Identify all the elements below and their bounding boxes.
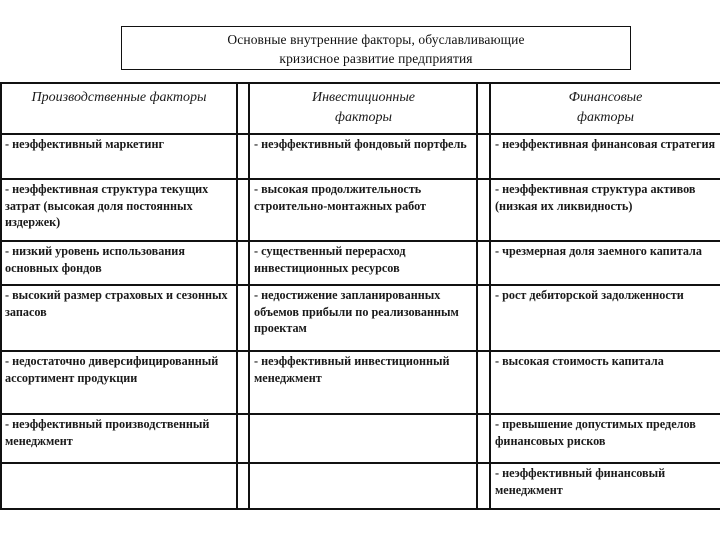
diagram-title (121, 26, 631, 70)
column-divider (248, 82, 250, 509)
row-divider (0, 350, 720, 352)
production-factor-cell: - неэффективная структура текущих затрат (высокая доля постоянных издержек) (5, 182, 209, 229)
investment-factor-cell: - недостижение запланированных объемов прибыли по реализованным проектам (254, 288, 459, 335)
row-divider (0, 284, 720, 286)
table-row (0, 240, 720, 284)
column-divider (476, 82, 478, 509)
column-header-financial-line2: факторы (577, 110, 634, 125)
column-header-production (0, 82, 237, 108)
row-divider (0, 133, 720, 135)
financial-factor-cell: - неэффективная финансовая стратегия (495, 137, 716, 151)
financial-factor-cell: - превышение допустимых пределов финансовых рисков (495, 417, 696, 448)
table-left-border (0, 82, 2, 509)
row-divider (0, 413, 720, 415)
investment-factor-cell: - неэффективный инвестиционный менеджмент (254, 354, 450, 385)
column-header-investment-line1: Инвестиционные (311, 90, 416, 105)
table-top-border (0, 82, 720, 84)
production-factor-cell: - низкий уровень использования основных фондов (5, 244, 185, 275)
row-divider (0, 178, 720, 180)
investment-factor-cell: - неэффективный фондовый портфель (254, 137, 467, 151)
financial-factor-cell: - неэффективный финансовый менеджмент (495, 466, 666, 497)
investment-factor-cell: - высокая продолжительность строительно-монтажных работ (254, 182, 427, 213)
production-factor-cell: - неэффективный маркетинг (5, 137, 165, 151)
column-header-financial-line1: Финансовые (568, 90, 643, 105)
column-header-investment (249, 82, 477, 128)
header-row (0, 82, 720, 133)
financial-factor-cell: - высокая стоимость капитала (495, 354, 664, 368)
column-divider (489, 82, 491, 509)
table-row (0, 462, 720, 508)
investment-factor-cell: - существенный перерасход инвестиционных ресурсов (254, 244, 406, 275)
production-factor-cell: - неэффективный производственный менеджмент (5, 417, 210, 448)
column-header-production-label: Производственные факторы (31, 90, 207, 105)
row-divider (0, 240, 720, 242)
title-line-1: Основные внутренние факторы, обуславливающие (227, 32, 525, 47)
financial-factor-cell: - чрезмерная доля заемного капитала (495, 244, 702, 258)
financial-factor-cell: - рост дебиторской задолженности (495, 288, 684, 302)
table-row (0, 178, 720, 240)
column-divider (236, 82, 238, 509)
table-bottom-border (0, 508, 720, 510)
row-divider (0, 462, 720, 464)
column-header-investment-line2: факторы (335, 110, 392, 125)
title-line-2: кризисное развитие предприятия (279, 51, 473, 66)
production-factor-cell: - высокий размер страховых и сезонных запасов (5, 288, 228, 319)
table-row (0, 284, 720, 350)
table-row (0, 133, 720, 178)
table-row (0, 350, 720, 413)
financial-factor-cell: - неэффективная структура активов (низкая их ликвидность) (495, 182, 696, 213)
production-factor-cell: - недостаточно диверсифицированный ассортимент продукции (5, 354, 219, 385)
table-row (0, 413, 720, 462)
column-header-financial (490, 82, 720, 128)
